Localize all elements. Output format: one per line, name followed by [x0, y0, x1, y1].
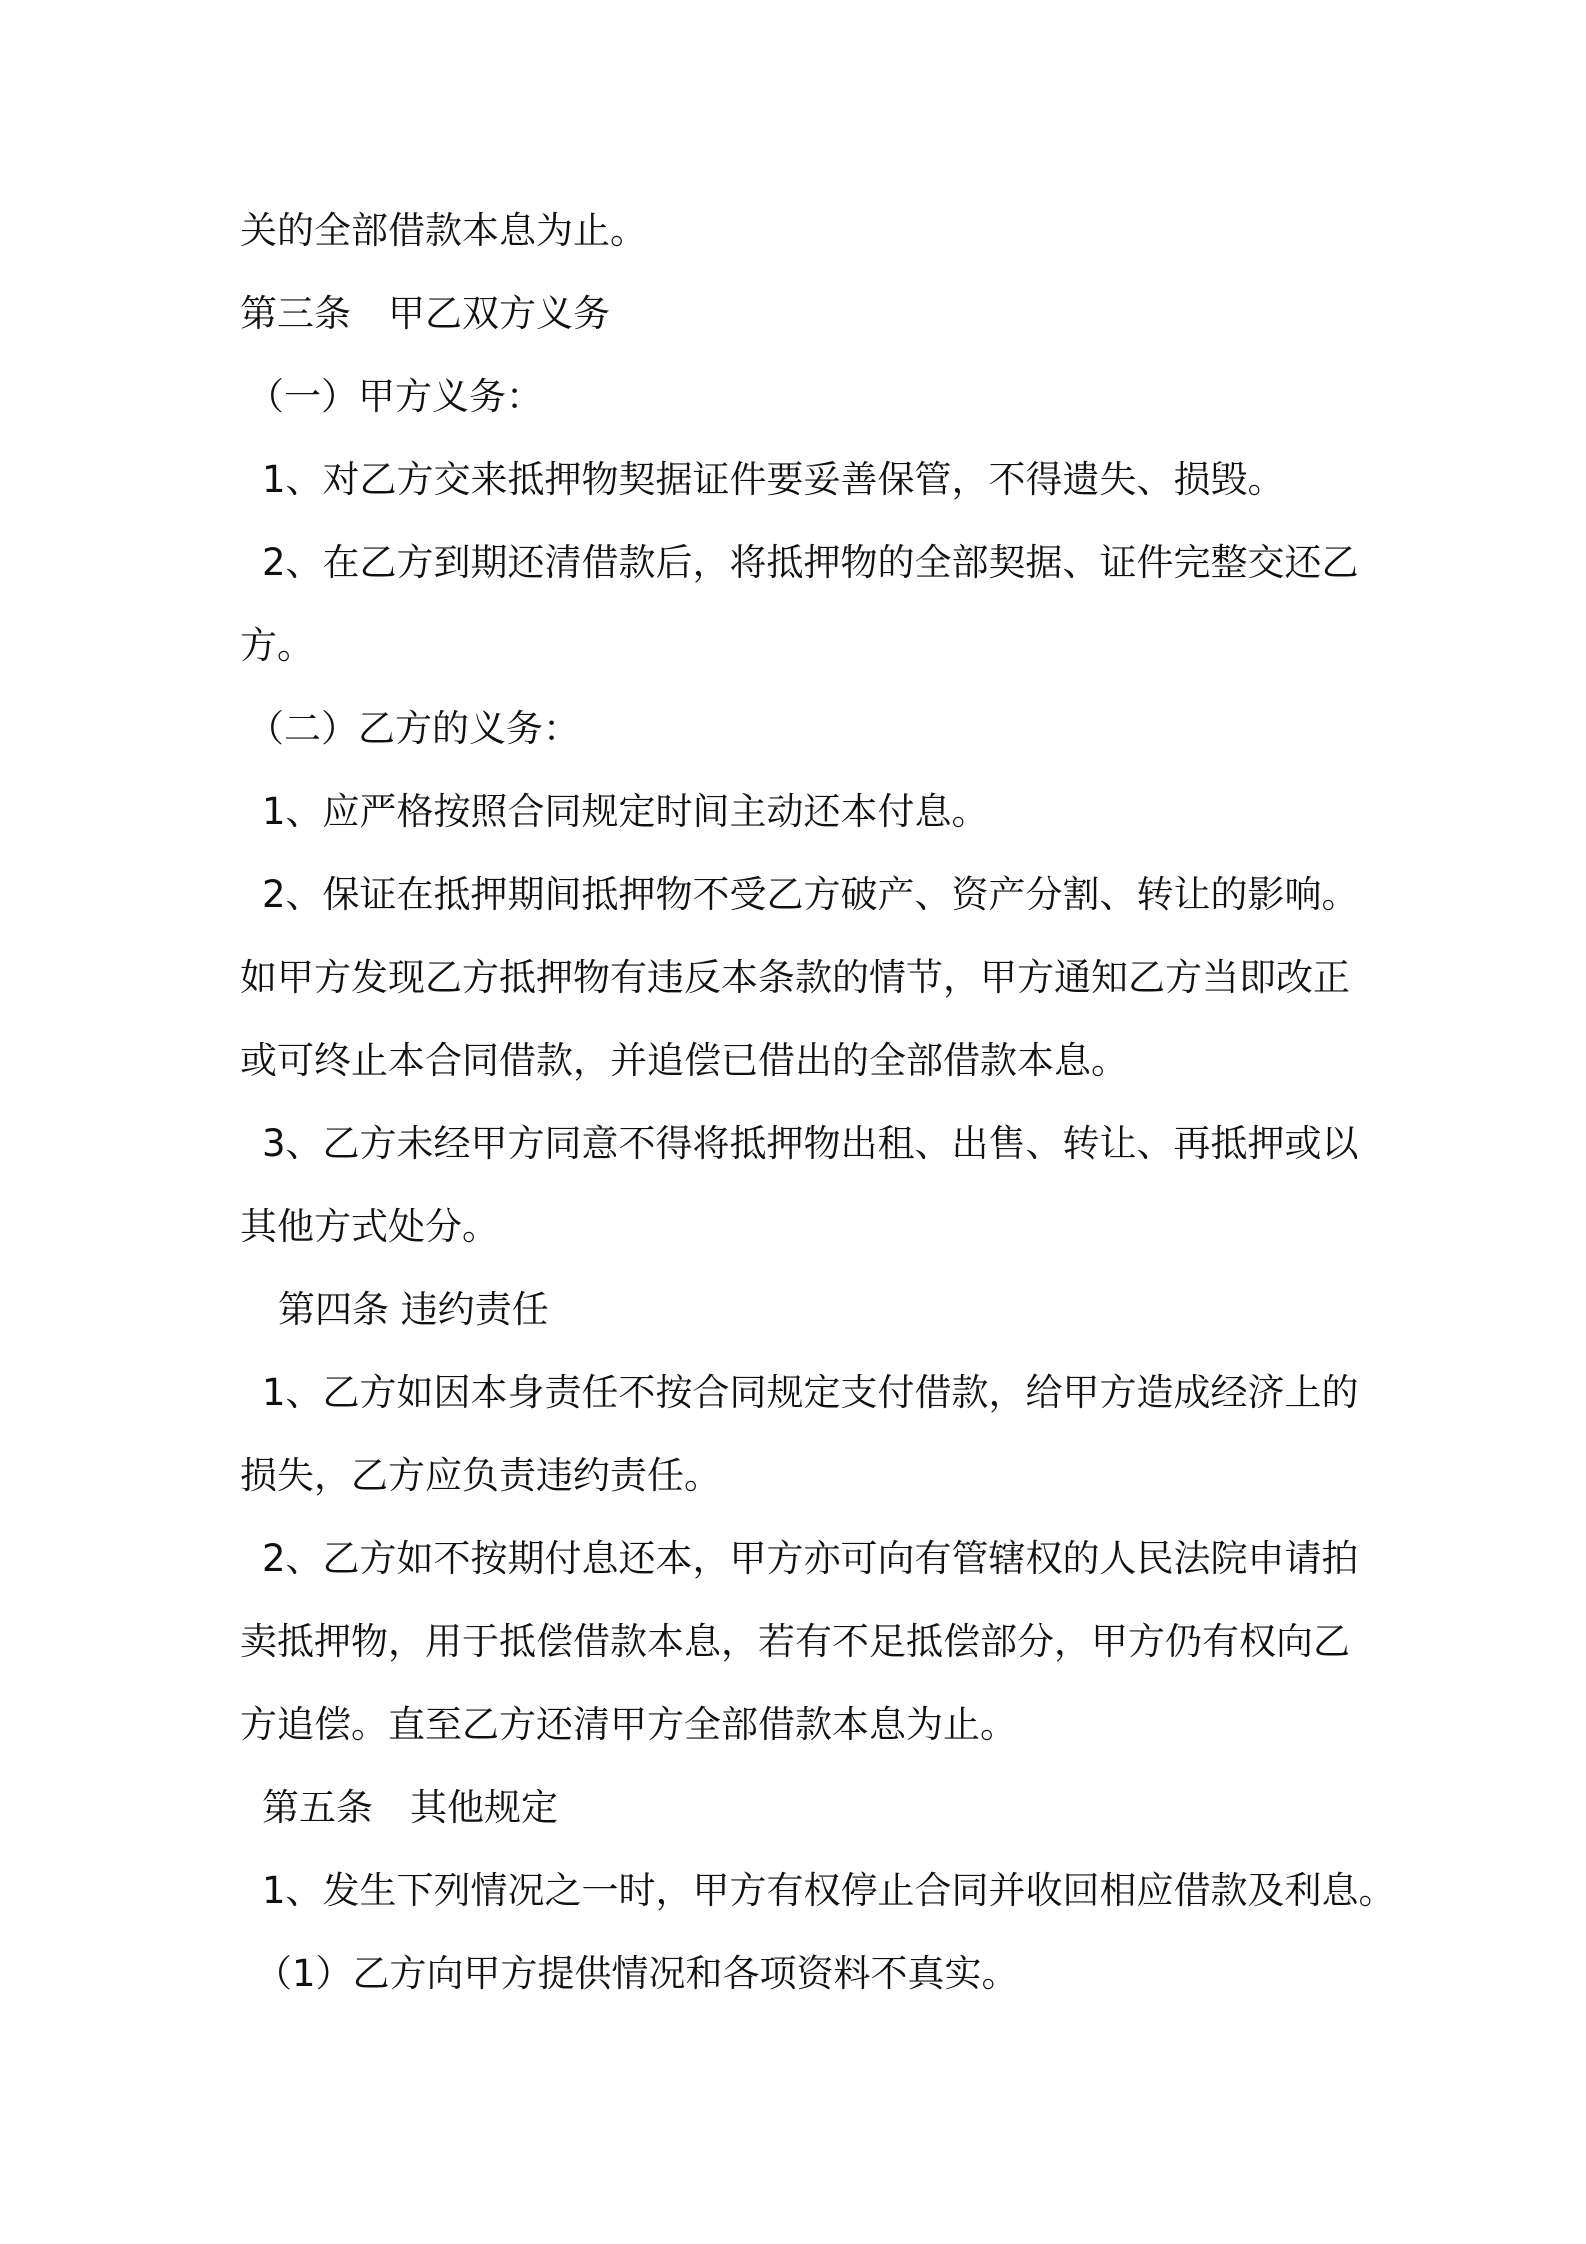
article-5-heading: 第五条 其他规定	[262, 1786, 558, 1829]
text-line-6: 方。	[240, 624, 314, 667]
text-line-5: 2、在乙方到期还清借款后，将抵押物的全部契据、证件完整交还乙	[262, 541, 1359, 584]
article-3-heading: 第三条 甲乙双方义务	[240, 292, 610, 335]
text-line-11: 或可终止本合同借款，并追偿已借出的全部借款本息。	[240, 1039, 1128, 1082]
text-line-15: 1、乙方如因本身责任不按合同规定支付借款，给甲方造成经济上的	[262, 1371, 1359, 1414]
text-line-13: 其他方式处分。	[240, 1205, 499, 1248]
text-line-1: 关的全部借款本息为止。	[240, 209, 647, 252]
text-line-16: 损失，乙方应负责违约责任。	[240, 1454, 721, 1497]
text-line-19: 方追偿。直至乙方还清甲方全部借款本息为止。	[240, 1703, 1017, 1746]
text-line-17: 2、乙方如不按期付息还本，甲方亦可向有管辖权的人民法院申请拍	[262, 1537, 1359, 1580]
text-line-4: 1、对乙方交来抵押物契据证件要妥善保管，不得遗失、损毁。	[262, 458, 1285, 501]
text-line-22: （1）乙方向甲方提供情况和各项资料不真实。	[255, 1952, 1019, 1995]
text-line-8: 1、应严格按照合同规定时间主动还本付息。	[262, 790, 989, 833]
text-line-12: 3、乙方未经甲方同意不得将抵押物出租、出售、转让、再抵押或以	[262, 1122, 1359, 1165]
text-line-21: 1、发生下列情况之一时，甲方有权停止合同并收回相应借款及利息。	[262, 1869, 1396, 1912]
section-party-b-obligations: （二）乙方的义务：	[247, 707, 580, 750]
text-line-9: 2、保证在抵押期间抵押物不受乙方破产、资产分割、转让的影响。	[262, 873, 1359, 916]
text-line-18: 卖抵押物，用于抵偿借款本息，若有不足抵偿部分，甲方仍有权向乙	[240, 1620, 1350, 1663]
section-party-a-obligations: （一）甲方义务：	[247, 375, 543, 418]
article-4-heading: 第四条 违约责任	[278, 1288, 549, 1331]
text-line-10: 如甲方发现乙方抵押物有违反本条款的情节，甲方通知乙方当即改正	[240, 956, 1350, 999]
